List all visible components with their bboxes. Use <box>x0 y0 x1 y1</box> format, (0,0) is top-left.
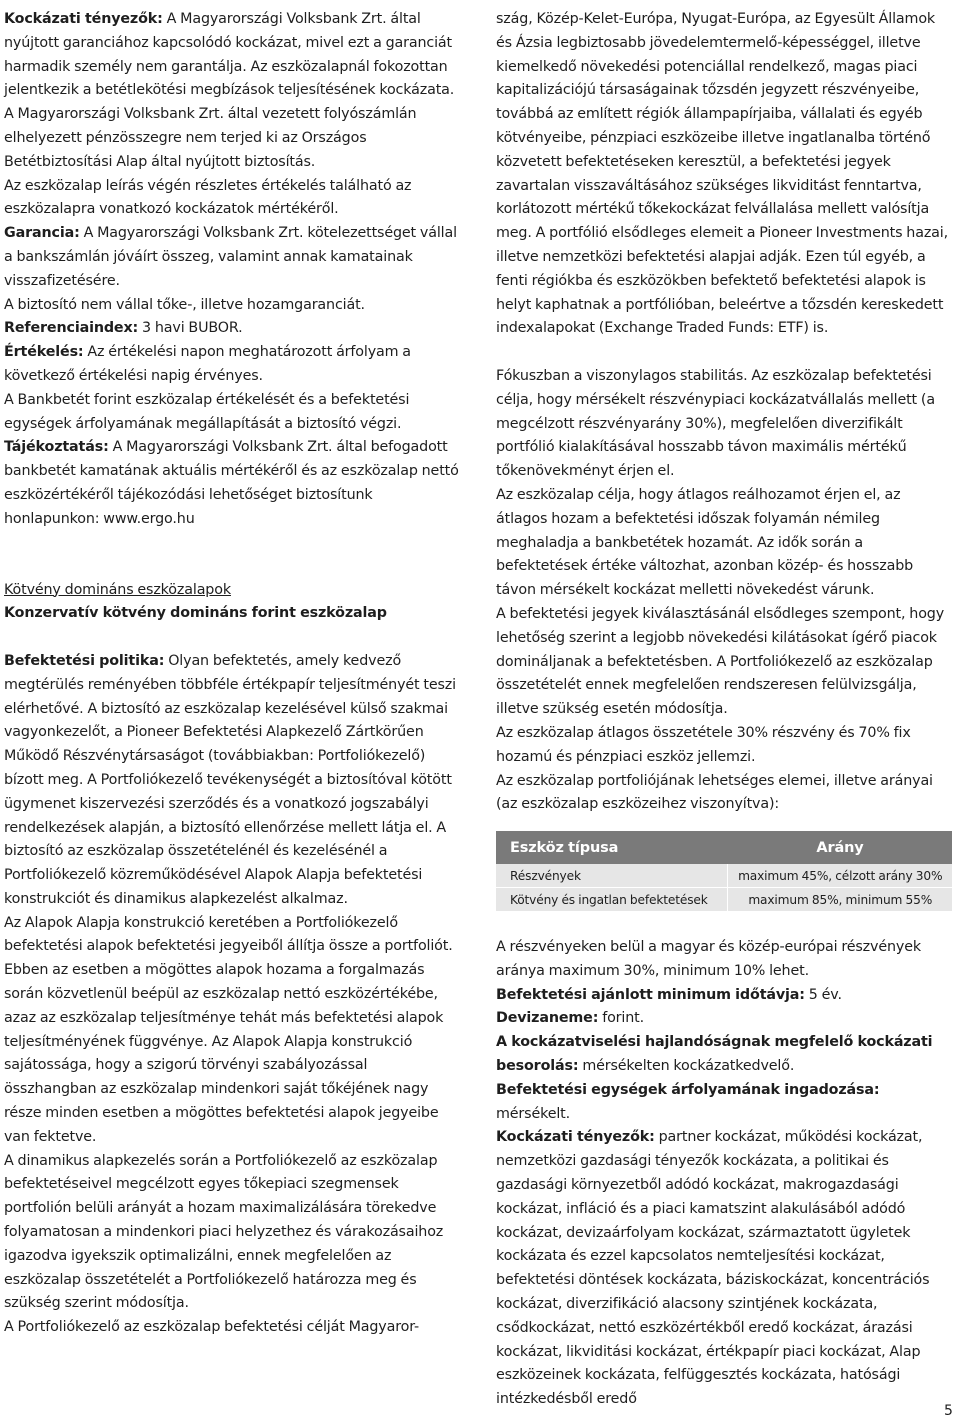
risk-factors-paragraph <box>4 8 460 175</box>
target-paragraph-cont: szág, Közép-Kelet-Európa, Nyugat-Európa, az Egyesült Államok és Ázsia legbiztosabb jövedelemtermelő-képességgel, illetve kiemelkedő növekedési potenciállal rendelkező, magas piaci kapitalizációjú társaságainak tőzsdén jegyzett részvényeibe, továbbá az említett régiók állampapírjaiba, vállalati és egyéb kötvényeibe, pénzpiaci eszközeibe illetve ingatlanalba történő közvetett befektetéseken keresztül, a befektetési jegyek zavartalan visszaváltásához szükséges likviditást fenntartva, korlátozott mértékű tőkekockázat felvállalása mellett valósítja meg. A portfólió elsődleges elemeit a Pioneer Investments hazai, illetve nemzetközi befektetési alapjai adják. Ezen túl egyéb, a fenti régiókba és eszközökben befektető befektetési alapok is helyt kaphatnak a portfólióban, beleértve a tőzsdén kereskedett indexalapokat (Exchange Traded Funds: ETF) is. <box>496 11 948 337</box>
risk-factors-list-label: Kockázati tényezők: <box>496 1129 655 1146</box>
volatility-paragraph <box>496 1079 954 1127</box>
target-paragraph-start: A Portfoliókezelő az eszközalap befektetési célját Magyaror- <box>4 1319 420 1336</box>
table-row <box>496 888 952 912</box>
risk-class-text: mérsékelten kockázatkedvelő. <box>582 1058 795 1075</box>
risk-class-label: A kockázatviselési hajlandóságnak megfelelő kockázati besorolás: <box>496 1034 933 1075</box>
policy-text: Olyan befektetés, amely kedvező megtérülés reményében többféle értékpapír teljesítményét teszi elérhetővé. A biztosító az eszközalap kezelésével külső szakmai vagyonkezelőt, a Pioneer Befektetési Alapkezelő Zártkörűen Működő Részvénytársaságot (továbbiakban: Portfoliókezelő) bízott meg. A Portfoliókezelő tevékenységét a biztosítóval kötött ügymenet kiszervezési szerződés és a vonatkozó jogszabályi rendelkezések alapján, a biztosító ellenőrzése mellett látja el. A biztosító az eszközalap összetételénél és kezelésénél a Portfoliókezelő közreműködésével Alapok Alapja befektetési konstrukciót és dinamikus alapkezelést alkalmaz. <box>4 652 456 907</box>
table-cell-asset: Részvények <box>496 864 728 888</box>
elements-paragraph: Az eszközalap portfoliójának lehetséges elemei, illetve arányai (az eszközalap eszközeihez viszonyítva): <box>496 772 933 813</box>
policy-label: Befektetési politika: <box>4 652 165 669</box>
page-number: 5 <box>944 1403 953 1419</box>
table-cell-ratio: maximum 45%, célzott arány 30% <box>728 864 952 888</box>
section-title-text: Konzervatív kötvény domináns forint eszközalap <box>4 605 387 622</box>
valuation-paragraph <box>4 341 460 389</box>
table-header-ratio: Arány <box>728 831 952 864</box>
reference-text: 3 havi BUBOR. <box>142 320 243 337</box>
table-cell-ratio: maximum 85%, minimum 55% <box>728 888 952 912</box>
info-text: A Magyarországi Volksbank Zrt. által befogadott bankbetét kamatának aktuális mértékéről és az eszközalap nettó eszközértékéről tájékozódási lehetőséget biztosítunk honlapunkon: www.ergo.hu <box>4 439 459 527</box>
risk-factors-label: Kockázati tényezők: <box>4 11 163 27</box>
volatility-text: mérsékelt. <box>496 1105 571 1122</box>
horizon-text: 5 év. <box>808 986 842 1003</box>
dynamic-management-paragraph: A dinamikus alapkezelés során a Portfoliókezelő az eszközalap befektetéseivel megcélzott egyes tőkepiaci szegmensek portfolión belüli arányát a hozam maximalizálására törekedve folyamatosan a mindenkori piaci helyzethez és várakozásaihoz igazodva igyekszik optimalizálni, ennek megfelelően az eszközalap összetételét a Portfoliókezelő határozza meg és szükség szerint módosítja. <box>4 1152 444 1312</box>
composition-paragraph: Az eszközalap átlagos összetétele 30% részvény és 70% fix hozamú és pénzpiaci eszköz jellemzi. <box>496 724 911 765</box>
valuation-note: A Bankbetét forint eszközalap értékelését és a befektetési egységek árfolyamának megállapítását a biztosító végzi. <box>4 391 410 432</box>
info-paragraph <box>4 436 460 531</box>
table-cell-asset: Kötvény és ingatlan befektetések <box>496 888 728 912</box>
reference-index <box>4 317 460 341</box>
horizon-paragraph <box>496 984 954 1008</box>
guarantee-paragraph <box>4 222 460 293</box>
asset-allocation-table <box>496 831 952 912</box>
reference-label: Referenciaindex: <box>4 320 139 337</box>
risk-factors-list-text: partner kockázat, működési kockázat, nemzetközi gazdasági tényezők kockázata, a politikai és gazdasági környezetből adódó kockázat, makrogazdasági kockázat, infláció és a piaci kamatszint alakulásából adódó kockázat, devizaárfolyam kockázat, származtatott ügyletek kockázata és ezzel kapcsolatos nemteljesítési kockázat, befektetési döntések kockázata, báziskockázat, koncentrációs kockázat, diverzifikáció alacsony szintjének kockázata, csődkockázat, nettó eszközértékből eredő kockázat, árazási kockázat, likviditási kockázat, értékpapír piaci kockázat, Alap eszközeinek kockázata, felfüggesztés kockázata, hatósági intézkedésből eredő <box>496 1129 930 1408</box>
currency-paragraph <box>496 1007 954 1031</box>
insurer-note: A biztosító nem vállal tőke-, illetve hozamgaranciát. <box>4 296 365 313</box>
right-column <box>496 8 954 1412</box>
focus-paragraph: Fókuszban a viszonylagos stabilitás. Az eszközalap befektetési célja, hogy mérsékelt részvénypiaci kockázatvállalás mellett (a megcélzott részvényarány 30%), megfelelően diverzifikált portfólió kialakításával hosszabb távon maximális mértékű tőkenövekményt érjen el. <box>496 367 935 480</box>
table-header-row <box>496 831 952 864</box>
valuation-text: Az értékelési napon meghatározott árfolyam a következő értékelési napig érvényes. <box>4 344 411 384</box>
guarantee-label: Garancia: <box>4 225 80 242</box>
section-title <box>4 602 460 626</box>
table-header-asset-type: Eszköz típusa <box>496 831 728 864</box>
currency-text: forint. <box>602 1010 644 1027</box>
guarantee-text: A Magyarországi Volksbank Zrt. kötelezettséget vállal a bankszámlán jóváírt összeg, valamint annak kamatainak visszafizetésére. <box>4 225 457 289</box>
risk-class-paragraph <box>496 1031 954 1079</box>
selection-paragraph: A befektetési jegyek kiválasztásánál elsődleges szempont, hogy lehetőség szerint a legjobb növekedési kilátásokat ígérő piacok domináljanak a befektetésben. A Portfoliókezelő az eszközalap összetételét ennek megfelelően rendszeresen felülvizsgálja, illetve szükség esetén módosítja. <box>496 605 945 718</box>
horizon-label: Befektetési ajánlott minimum időtávja: <box>496 986 805 1003</box>
risk-factors-list-paragraph <box>496 1126 954 1412</box>
fund-of-funds-paragraph: Az Alapok Alapja konstrukció keretében a Portfoliókezelő befektetési alapok befektetési jegyeiből állítja össze a portfoliót. Ebben az esetben a mögöttes alapok hozama a forgalmazás során közvetlenül beépül az eszközalap nettó eszközértékébe, azaz az eszközalap teljesítménye tehát más befektetési alapok teljesítményének függvénye. Az Alapok Alapja konstrukció sajátossága, hogy a szigorú törvényi szabályozással összhangban az eszközalap mindenkori saját tőkéjének nagy része minden esetben a mögöttes befektetési alapok jegyeibe van fektetve. <box>4 914 453 1145</box>
goal-paragraph: Az eszközalap célja, hogy átlagos reálhozamot érjen el, az átlagos hozam a befektetési időszak folyamán némileg meghaladja a bankbetétek hozamát. Az idők során a befektetések értéke változhat, azonban közép- és hosszabb távon mérsékelt kockázat melletti növekedést várunk. <box>496 486 914 599</box>
valuation-label: Értékelés: <box>4 344 84 361</box>
risk-factors-text: A Magyarországi Volksbank Zrt. által nyújtott garanciához kapcsolódó kockázat, mivel ezt a garanciát harmadik személy nem garantálja. Az eszközalapnál fokozottan jelentkezik a betétlekötési megbízások teljesítésének kockázata. A Magyarországi Volksbank Zrt. által vezetett folyószámlán elhelyezett pénzösszegre nem terjed ki az Országos Betétbiztosítási Alap által nyújtott biztosítás. <box>4 11 455 170</box>
section-link[interactable]: Kötvény domináns eszközalapok <box>4 581 231 598</box>
info-label: Tájékoztatás: <box>4 439 109 456</box>
table-row <box>496 864 952 888</box>
volatility-label: Befektetési egységek árfolyamának ingadozása: <box>496 1081 880 1098</box>
policy-paragraph <box>4 650 460 912</box>
description-note: Az eszközalap leírás végén részletes értékelés található az eszközalapra vonatkozó kockázatok mértékéről. <box>4 177 412 218</box>
left-column <box>4 8 460 1340</box>
equity-paragraph: A részvényeken belül a magyar és közép-európai részvények aránya maximum 30%, minimum 10% lehet. <box>496 939 921 979</box>
currency-label: Devizaneme: <box>496 1010 599 1027</box>
